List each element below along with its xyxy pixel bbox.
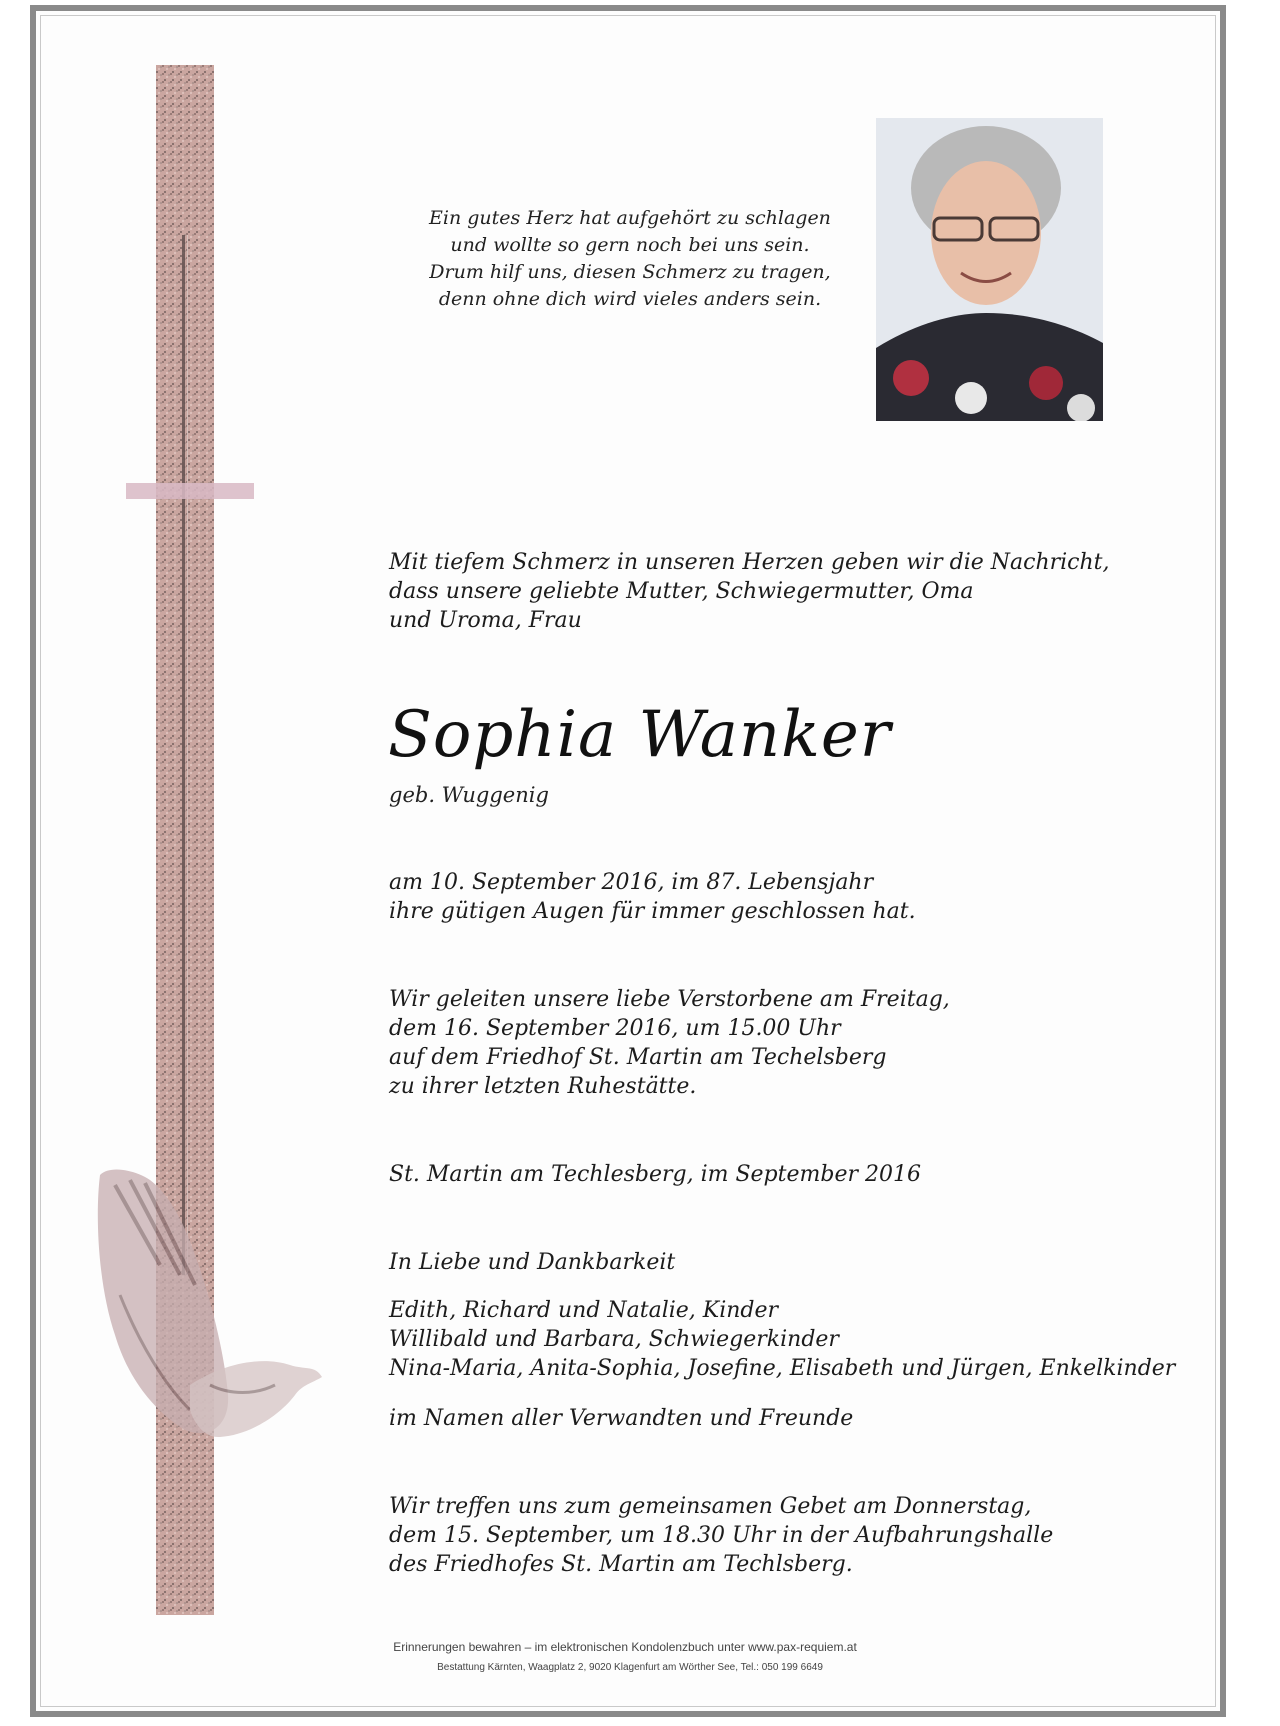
mourner-line: Willibald und Barbara, Schwiegerkinder: [389, 1327, 839, 1352]
announcement-line: dass unsere geliebte Mutter, Schwiegermutter, Oma: [389, 579, 974, 604]
announcement-text: [389, 548, 1110, 635]
closing-text: In Liebe und Dankbarkeit: [389, 1250, 676, 1275]
portrait-photo: [876, 118, 1103, 421]
funeral-text: [389, 985, 950, 1101]
announcement-line: Mit tiefem Schmerz in unseren Herzen geben wir die Nachricht,: [389, 550, 1110, 575]
crossbar: [126, 483, 254, 499]
footer-condolence: Erinnerungen bewahren – im elektronischen Kondolenzbuch unter www.pax-requiem.at: [393, 1640, 857, 1654]
maiden-name: geb. Wuggenig: [389, 783, 549, 807]
others-text: im Namen aller Verwandten und Freunde: [389, 1406, 854, 1431]
funeral-line: dem 16. September 2016, um 15.00 Uhr: [389, 1016, 841, 1041]
prayer-text: [389, 1492, 1053, 1579]
poem-line: und wollte so gern noch bei uns sein.: [450, 234, 810, 256]
mourner-line: Edith, Richard und Natalie, Kinder: [389, 1298, 779, 1323]
poem-line: Drum hilf uns, diesen Schmerz zu tragen,: [429, 261, 831, 283]
funeral-line: Wir geleiten unsere liebe Verstorbene am Freitag,: [389, 987, 950, 1012]
funeral-line: zu ihrer letzten Ruhestätte.: [389, 1074, 697, 1099]
prayer-line: dem 15. September, um 18.30 Uhr in der Aufbahrungshalle: [389, 1523, 1054, 1548]
memorial-poem: [370, 205, 890, 313]
poem-line: denn ohne dich wird vieles anders sein.: [438, 288, 822, 310]
death-line: am 10. September 2016, im 87. Lebensjahr: [389, 870, 874, 895]
death-line: ihre gütigen Augen für immer geschlossen hat.: [389, 899, 916, 924]
cross-icon: [90, 65, 330, 1625]
prayer-line: des Friedhofes St. Martin am Techlsberg.: [389, 1552, 853, 1577]
footer-address: Bestattung Kärnten, Waagplatz 2, 9020 Klagenfurt am Wörther See, Tel.: 050 199 6649: [437, 1662, 823, 1673]
announcement-line: und Uroma, Frau: [389, 608, 582, 633]
place-date: St. Martin am Techlesberg, im September 2016: [389, 1162, 921, 1187]
deceased-name: Sophia Wanker: [388, 698, 892, 772]
death-text: [389, 868, 916, 926]
funeral-line: auf dem Friedhof St. Martin am Techelsberg: [389, 1045, 887, 1070]
prayer-line: Wir treffen uns zum gemeinsamen Gebet am Donnerstag,: [389, 1494, 1032, 1519]
mourners-list: [389, 1296, 1175, 1383]
mourner-line: Nina-Maria, Anita-Sophia, Josefine, Elisabeth und Jürgen, Enkelkinder: [389, 1356, 1176, 1381]
poem-line: Ein gutes Herz hat aufgehört zu schlagen: [429, 207, 831, 229]
